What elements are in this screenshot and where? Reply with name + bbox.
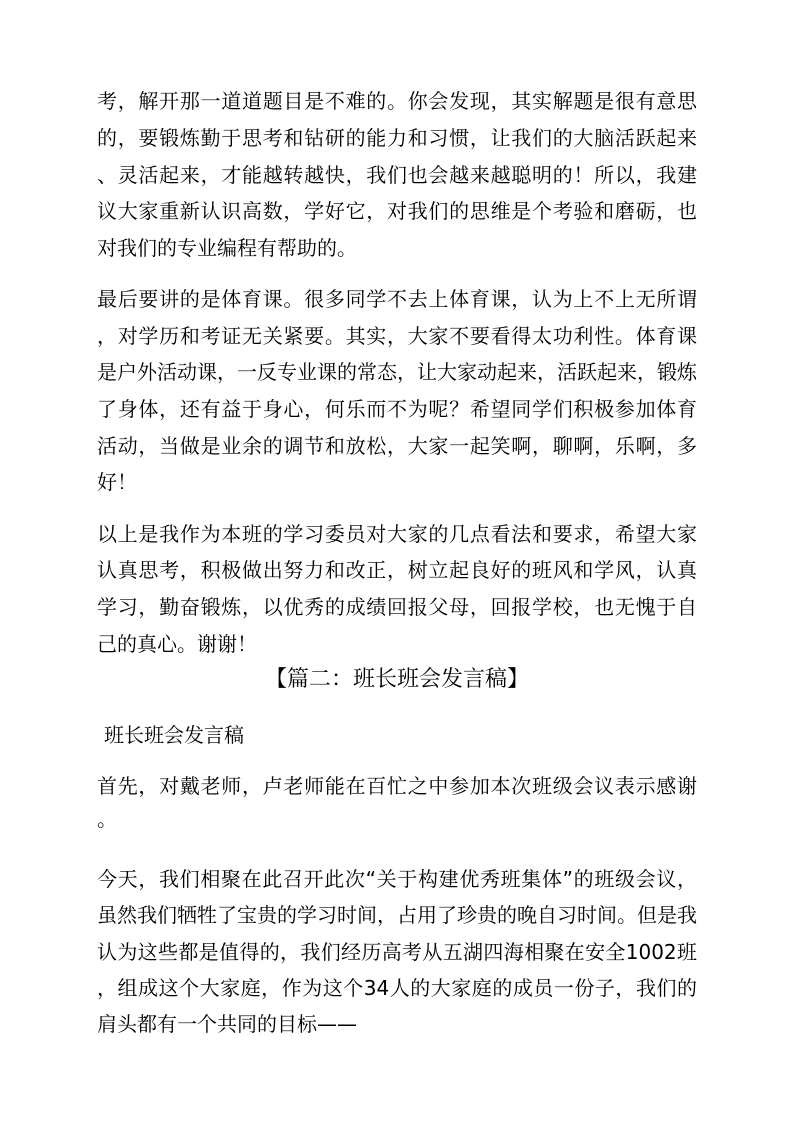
paragraph-line: 学习，勤奋锻炼，以优秀的成绩回报父母，回报学校，也无愧于自 (97, 595, 697, 619)
paragraph-line: 首先，对戴老师，卢老师能在百忙之中参加本次班级会议表示感谢 (97, 774, 697, 798)
paragraph-line: 虽然我们牺牲了宝贵的学习时间，占用了珍贵的晚自习时间。但是我 (97, 903, 697, 927)
paragraph-line: 。 (97, 807, 117, 831)
paragraph-line: 活动，当做是业余的调节和放松，大家一起笑啊，聊啊，乐啊，多 (97, 434, 697, 458)
paragraph-line: 今天，我们相聚在此召开此次“关于构建优秀班集体”的班级会议， (97, 867, 697, 891)
paragraph-line: 对我们的专业编程有帮助的。 (97, 236, 357, 260)
paragraph-line: ，对学历和考证无关紧要。其实，大家不要看得太功利性。体育课 (97, 324, 697, 348)
section-heading: 【篇二：班长班会发言稿】 (264, 667, 529, 692)
paragraph-line: 认真思考，积极做出努力和改正，树立起良好的班风和学风，认真 (97, 558, 697, 582)
paragraph-line: 考，解开那一道道题目是不难的。你会发现，其实解题是很有意思 (97, 89, 697, 113)
paragraph-line: 议大家重新认识高数，学好它，对我们的思维是个考验和磨砺，也 (97, 199, 697, 223)
paragraph-line: 肩头都有一个共同的目标—— (97, 1012, 357, 1036)
paragraph-line: 最后要讲的是体育课。很多同学不去上体育课，认为上不上无所谓 (97, 287, 697, 311)
paragraph-line: 以上是我作为本班的学习委员对大家的几点看法和要求，希望大家 (97, 522, 697, 546)
paragraph-line: 己的真心。谢谢！ (97, 632, 257, 656)
paragraph-line: ，组成这个大家庭，作为这个34人的大家庭的成员一份子，我们的 (97, 976, 697, 1000)
section-subtitle: 班长班会发言稿 (104, 723, 244, 747)
paragraph-line: 的，要锻炼勤于思考和钻研的能力和习惯，让我们的大脑活跃起来 (97, 126, 697, 150)
paragraph-line: 了身体，还有益于身心，何乐而不为呢？希望同学们积极参加体育 (97, 397, 697, 421)
paragraph-line: 、灵活起来，才能越转越快，我们也会越来越聪明的！所以，我建 (97, 163, 697, 187)
paragraph-line: 是户外活动课，一反专业课的常态，让大家动起来，活跃起来，锻炼 (97, 360, 697, 384)
paragraph-line: 认为这些都是值得的，我们经历高考从五湖四海相聚在安全1002班 (97, 940, 697, 964)
paragraph-line: 好！ (97, 470, 137, 494)
